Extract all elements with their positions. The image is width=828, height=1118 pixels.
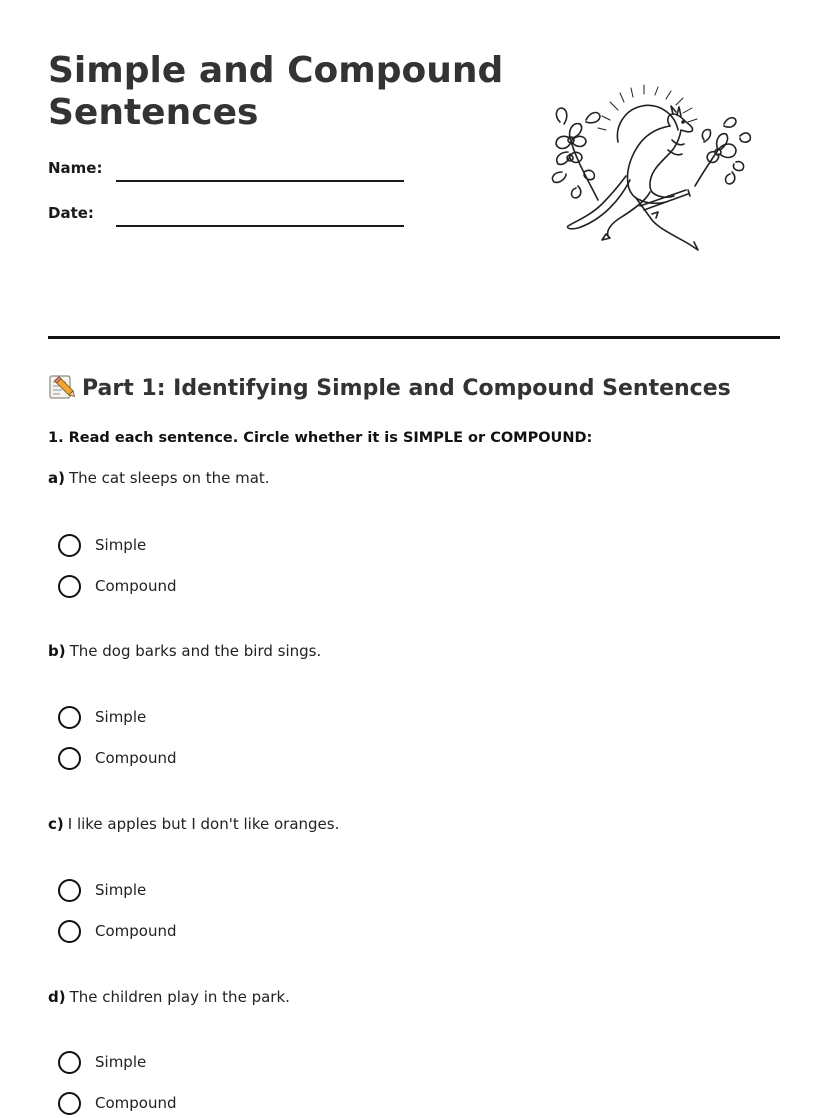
option-simple[interactable] xyxy=(58,879,358,903)
option-simple[interactable] xyxy=(58,706,358,730)
question-letter: a) xyxy=(48,469,65,487)
question-text xyxy=(48,987,290,1007)
question-text xyxy=(48,468,270,488)
memo-pencil-icon xyxy=(48,372,76,400)
date-field-row xyxy=(48,203,408,233)
option-label: Compound xyxy=(95,922,177,940)
option-compound[interactable] xyxy=(58,920,358,944)
question-sentence: I like apples but I don't like oranges. xyxy=(67,815,340,833)
radio-circle-icon[interactable] xyxy=(58,1051,81,1074)
option-label: Simple xyxy=(95,708,147,726)
radio-circle-icon[interactable] xyxy=(58,706,81,729)
date-input-line[interactable] xyxy=(116,225,404,227)
question-sentence: The children play in the park. xyxy=(69,988,290,1006)
option-label: Compound xyxy=(95,577,177,595)
option-compound[interactable] xyxy=(58,575,358,599)
option-simple[interactable] xyxy=(58,534,358,558)
option-label: Simple xyxy=(95,536,147,554)
page-title: Simple and Compound Sentences xyxy=(48,50,504,133)
radio-circle-icon[interactable] xyxy=(58,575,81,598)
question-letter: d) xyxy=(48,988,66,1006)
option-label: Compound xyxy=(95,749,177,767)
radio-circle-icon[interactable] xyxy=(58,1092,81,1115)
option-label: Simple xyxy=(95,881,147,899)
instruction-text: 1. Read each sentence. Circle whether it is SIMPLE or COMPOUND: xyxy=(48,430,593,446)
option-simple[interactable] xyxy=(58,1051,358,1075)
option-label: Compound xyxy=(95,1094,177,1112)
date-label: Date: xyxy=(48,204,94,222)
name-field-row xyxy=(48,158,408,188)
kangaroo-illustration xyxy=(540,80,755,260)
part1-heading xyxy=(48,372,731,405)
option-label: Simple xyxy=(95,1053,147,1071)
radio-circle-icon[interactable] xyxy=(58,920,81,943)
question-sentence: The dog barks and the bird sings. xyxy=(69,642,322,660)
name-label: Name: xyxy=(48,159,103,177)
name-input-line[interactable] xyxy=(116,180,404,182)
option-compound[interactable] xyxy=(58,747,358,771)
radio-circle-icon[interactable] xyxy=(58,534,81,557)
section-divider xyxy=(48,336,780,339)
part1-heading-text: Part 1: Identifying Simple and Compound Sentences xyxy=(82,376,731,401)
option-compound[interactable] xyxy=(58,1092,358,1116)
question-letter: c) xyxy=(48,815,64,833)
question-letter: b) xyxy=(48,642,66,660)
question-sentence: The cat sleeps on the mat. xyxy=(68,469,270,487)
question-text xyxy=(48,814,339,834)
radio-circle-icon[interactable] xyxy=(58,879,81,902)
question-text xyxy=(48,641,321,661)
radio-circle-icon[interactable] xyxy=(58,747,81,770)
